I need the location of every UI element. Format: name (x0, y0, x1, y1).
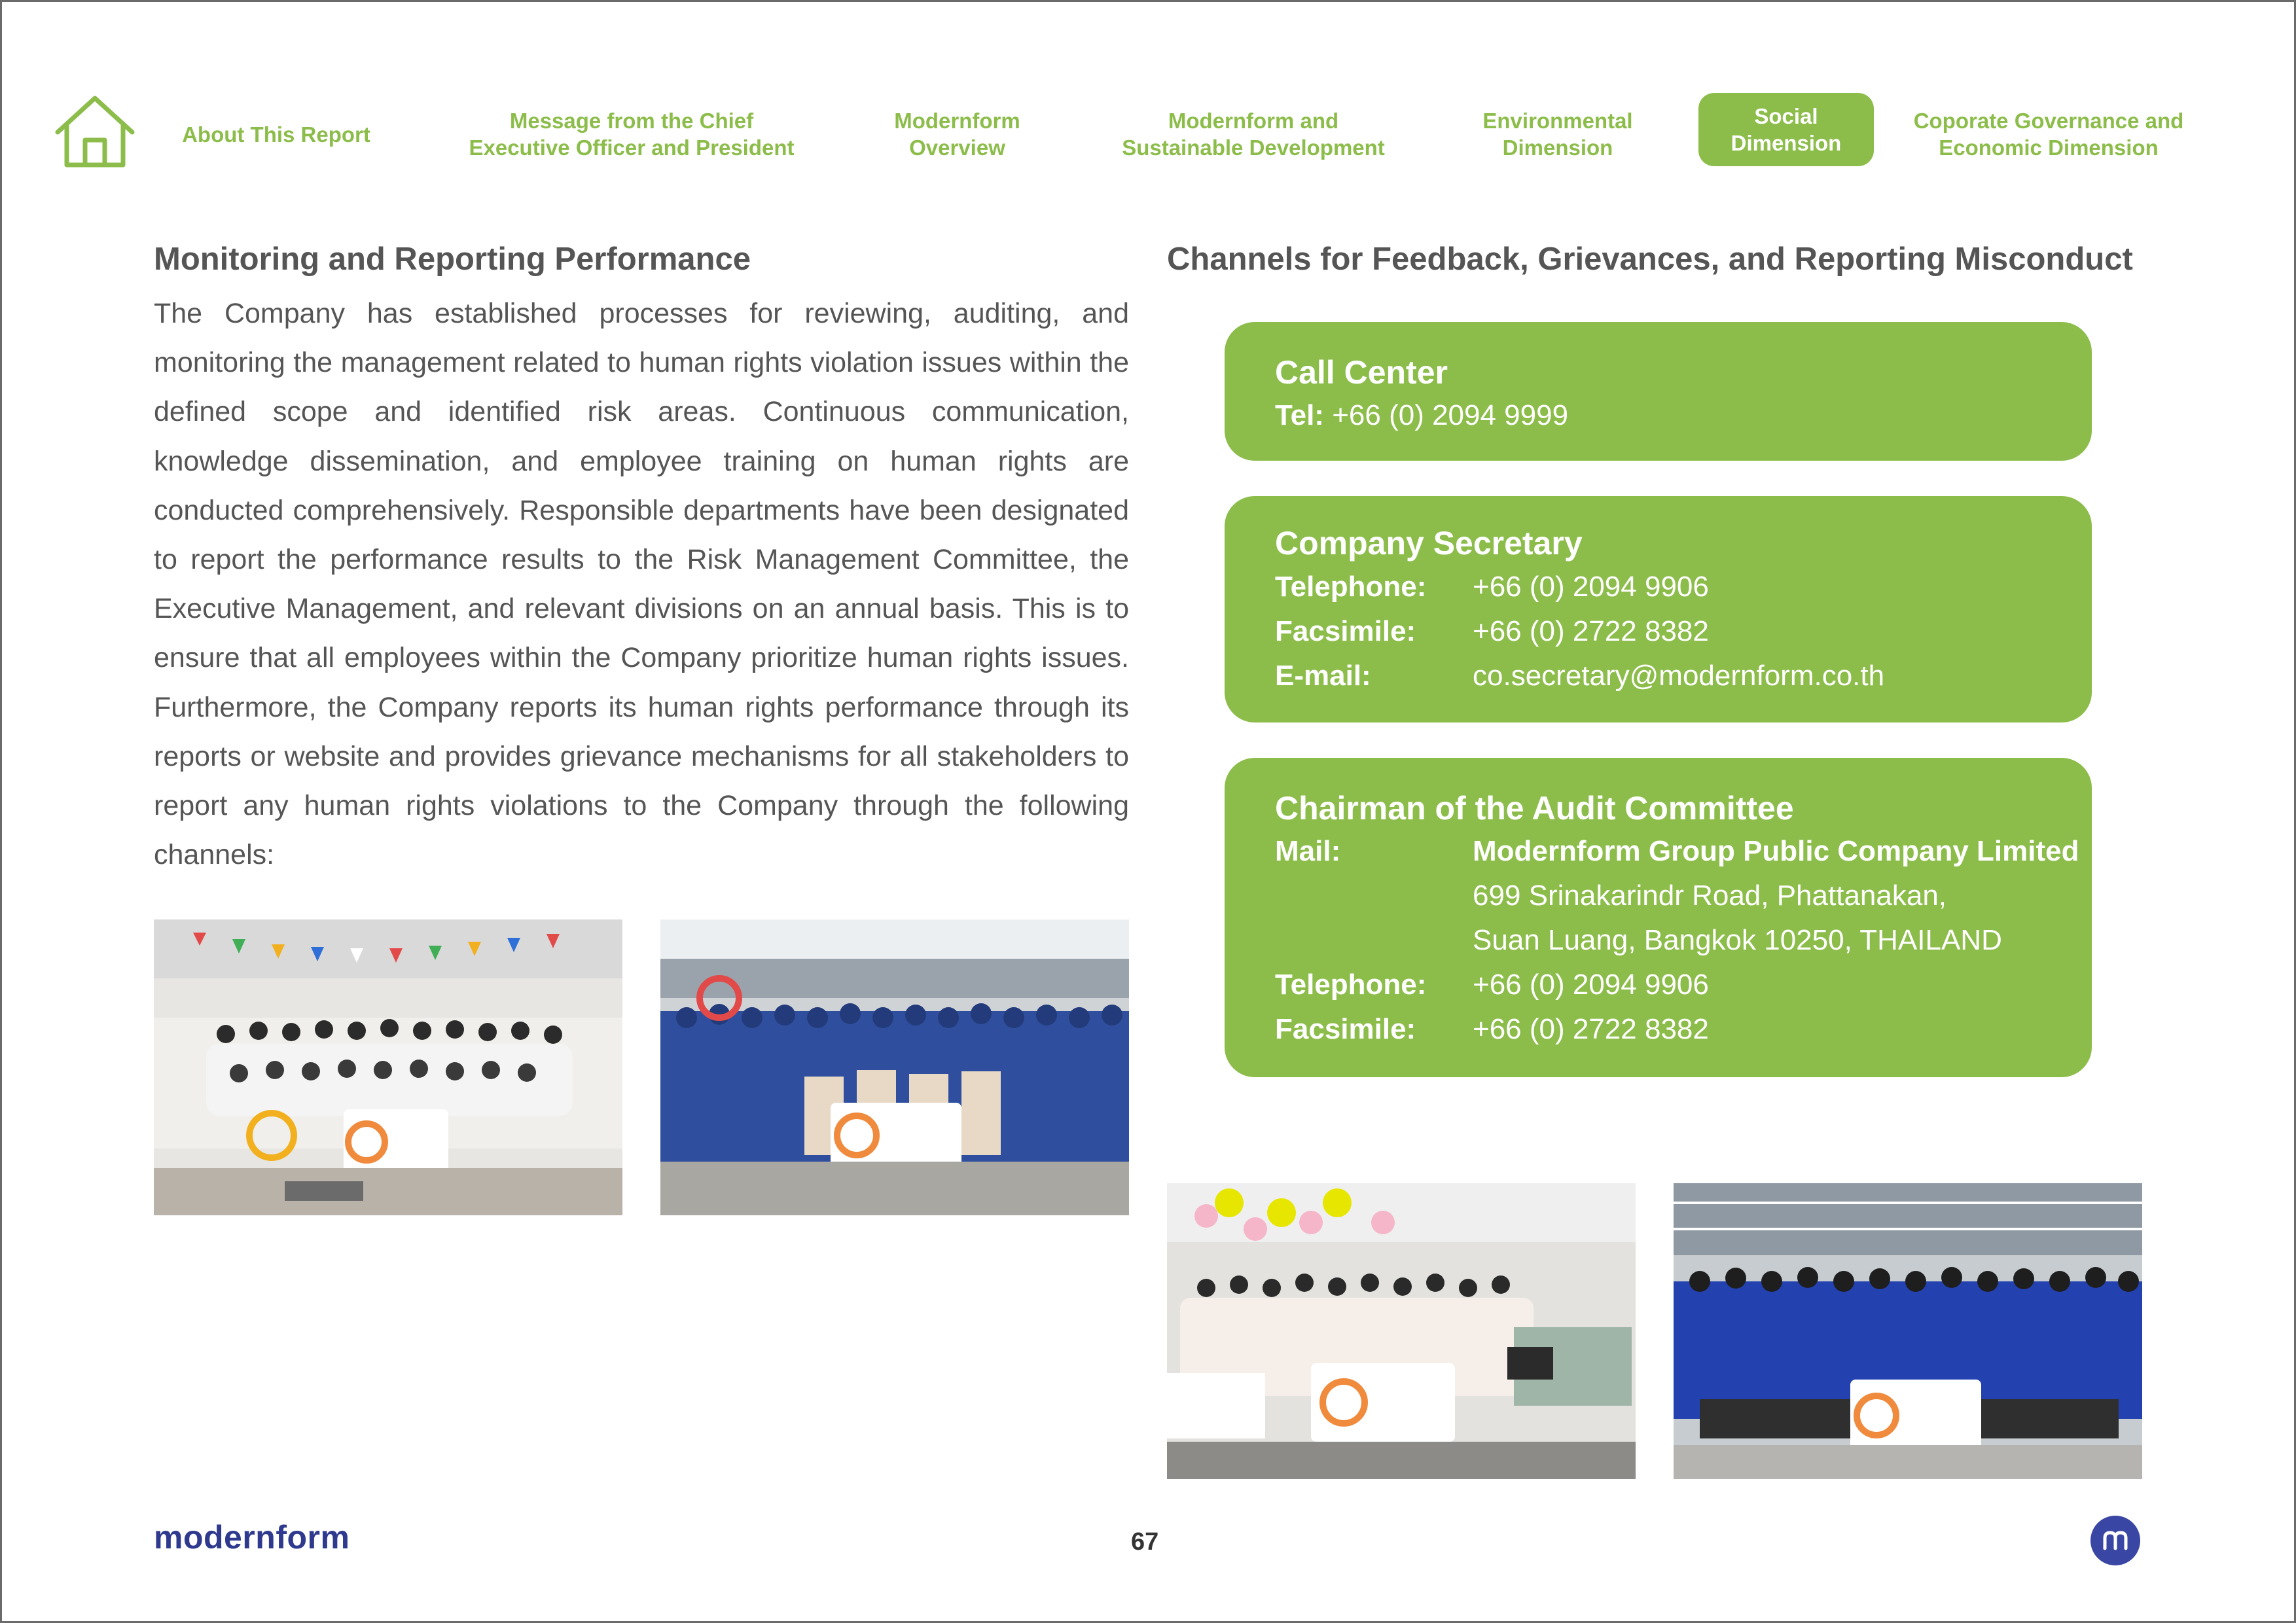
audit-facsimile-label: Facsimile: (1275, 1013, 1416, 1045)
audit-title: Chairman of the Audit Committee (1275, 790, 1794, 827)
call-center-title: Call Center (1275, 354, 1448, 391)
secretary-email-row (1275, 660, 1885, 692)
photo-factory-group-2 (1674, 1183, 2142, 1479)
nav-modernform-overview[interactable]: Modernform Overview (894, 109, 1020, 160)
nav-about-this-report[interactable]: About This Report (182, 122, 370, 147)
photo-office-group-1 (154, 919, 622, 1215)
modernform-m-logo-icon[interactable] (2090, 1516, 2140, 1565)
secretary-email-link[interactable]: co.secretary@modernform.co.th (1473, 660, 1885, 692)
nav-message-ceo[interactable]: Message from the Chief Executive Officer and President (469, 109, 795, 160)
audit-telephone-label: Telephone: (1275, 969, 1427, 1001)
audit-telephone-value[interactable]: +66 (0) 2094 9906 (1473, 969, 1709, 1001)
secretary-facsimile-row (1275, 615, 1709, 648)
audit-mail-company: Modernform Group Public Company Limited (1473, 835, 2079, 867)
tel-label: Tel: (1275, 399, 1324, 431)
secretary-title: Company Secretary (1275, 525, 1583, 562)
monitoring-body: The Company has established processes for reviewing, auditing, and monitoring the management related to human rights violation issues within the defined scope and identified risk areas. Continuous communication, knowledge dissemination, and employee training on human rights are conducted comprehensively. Responsible departments have been designated to report the performance results to the Risk Management Committee, the Executive Management, and relevant divisions on an annual basis. This is to ensure that all employees within the Company prioritize human rights issues. Furthermore, the Company reports its human rights performance through its reports or website and provides grievance mechanisms for all stakeholders to report any human rights violations to the Company through the following channels: (154, 298, 1129, 871)
audit-facsimile-row (1275, 1013, 1709, 1046)
secretary-telephone-row (1275, 571, 1709, 603)
call-center-tel (1275, 399, 1568, 432)
nav-environmental-dimension[interactable]: Environmental Dimension (1482, 109, 1633, 160)
secretary-facsimile-label: Facsimile: (1275, 615, 1416, 647)
audit-mail-row (1275, 835, 2079, 868)
audit-mail-label: Mail: (1275, 835, 1341, 867)
secretary-email-label: E-mail: (1275, 660, 1371, 692)
nav-social-dimension[interactable]: Social Dimension (1698, 93, 1874, 166)
secretary-telephone-value[interactable]: +66 (0) 2094 9906 (1473, 571, 1709, 603)
audit-facsimile-value: +66 (0) 2722 8382 (1473, 1013, 1709, 1045)
home-icon[interactable] (52, 92, 137, 170)
company-secretary-card (1225, 496, 2092, 722)
secretary-telephone-label: Telephone: (1275, 571, 1427, 603)
audit-mail-line-2: 699 Srinakarindr Road, Phattanakan, (1473, 880, 1947, 912)
tel-value[interactable]: +66 (0) 2094 9999 (1332, 399, 1569, 431)
monitoring-heading: Monitoring and Reporting Performance (154, 241, 751, 277)
channels-heading: Channels for Feedback, Grievances, and Reporting Misconduct (1167, 241, 2133, 277)
secretary-facsimile-value: +66 (0) 2722 8382 (1473, 615, 1709, 647)
call-center-card (1225, 322, 2092, 461)
audit-committee-card (1225, 758, 2092, 1077)
audit-mail-line-3: Suan Luang, Bangkok 10250, THAILAND (1473, 924, 2002, 956)
audit-telephone-row (1275, 969, 1709, 1001)
photo-office-group-2 (1167, 1183, 1636, 1479)
nav-sustainable-development[interactable]: Modernform and Sustainable Development (1122, 109, 1385, 160)
page-number: 67 (1131, 1528, 1159, 1556)
nav-governance-economic[interactable]: Coporate Governance and Economic Dimension (1913, 109, 2184, 160)
modernform-logo-text[interactable]: modernform (154, 1519, 350, 1556)
photo-factory-group-1 (660, 919, 1129, 1215)
